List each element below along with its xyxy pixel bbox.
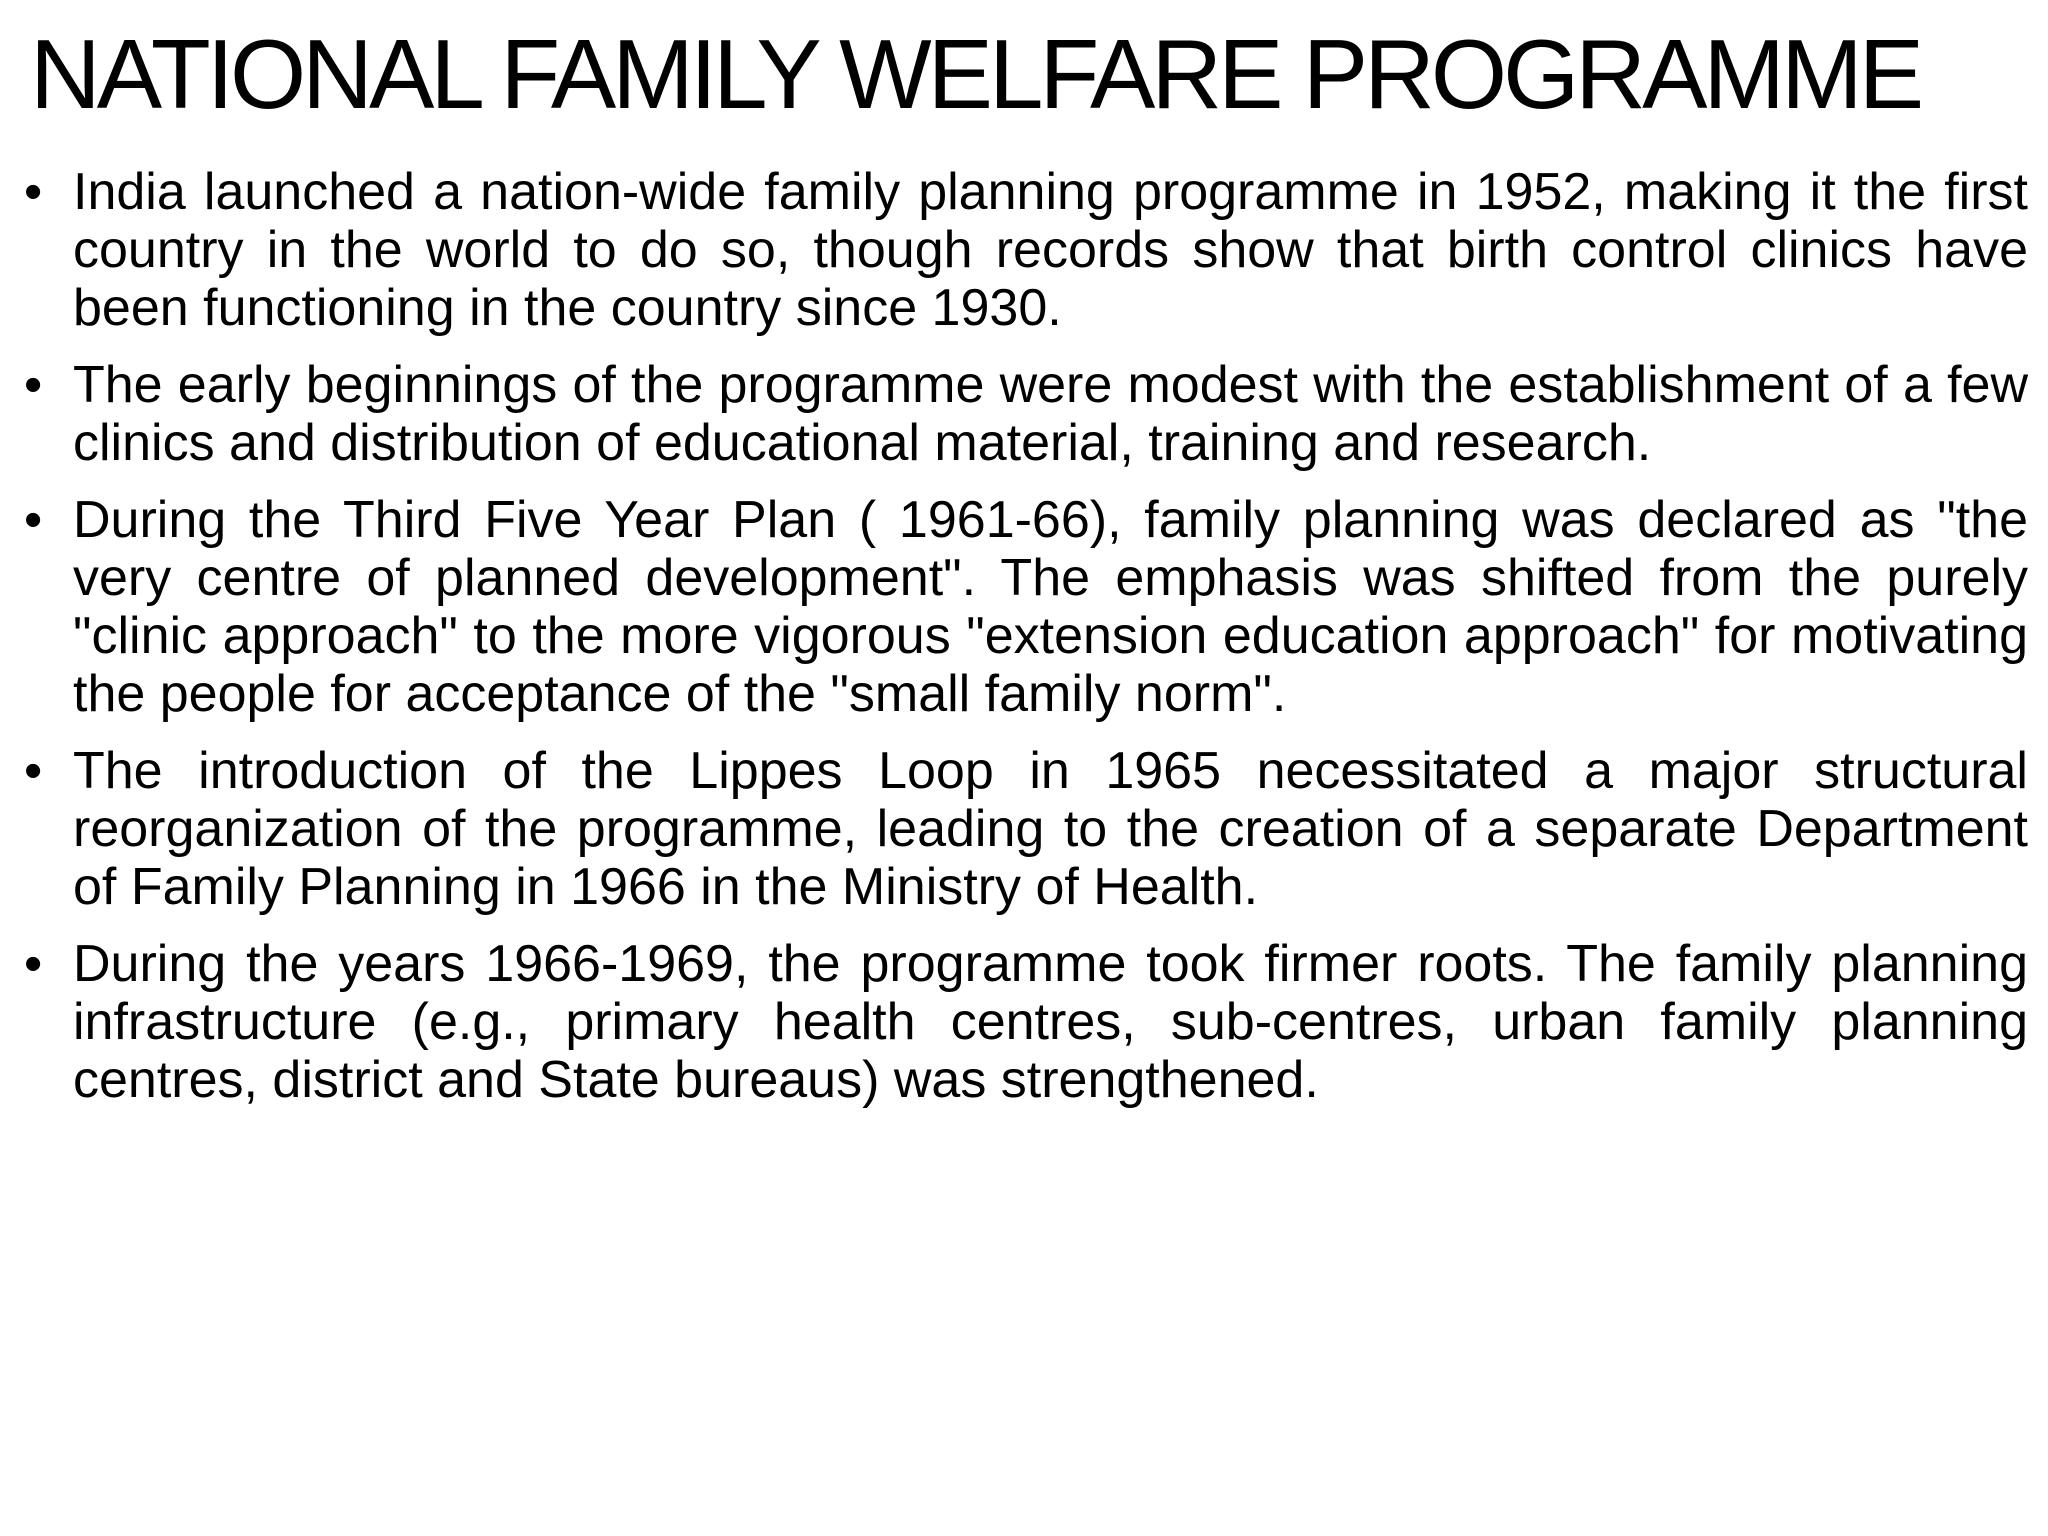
bullet-icon: •: [24, 491, 43, 549]
bullet-text: During the Third Five Year Plan ( 1961-66), family planning was declared as "the very centre of planned development". The emphasis was shifted from the purely "clinic approach" to the more vigorous "extension education approach" for motivating the people for acceptance of the "small family norm".: [73, 491, 2028, 723]
bullet-icon: •: [24, 935, 43, 993]
bullet-text: During the years 1966-1969, the programme took firmer roots. The family planning infrastructure (e.g., primary health centres, sub-centres, urban family planning centres, district and State bureaus) was strengthened.: [73, 935, 2028, 1109]
slide-title: NATIONAL FAMILY WELFARE PROGRAMME: [30, 19, 1921, 129]
bullet-list: [0, 163, 2048, 1128]
bullet-text: The introduction of the Lippes Loop in 1965 necessitated a major structural reorganization of the programme, leading to the creation of a separate Department of Family Planning in 1966 in the Ministry of Health.: [73, 742, 2028, 916]
bullet-item: [0, 742, 2048, 916]
bullet-icon: •: [24, 163, 43, 221]
bullet-item: [0, 935, 2048, 1109]
bullet-icon: •: [24, 742, 43, 800]
bullet-text: The early beginnings of the programme were modest with the establishment of a few clinics and distribution of educational material, training and research.: [73, 356, 2028, 472]
bullet-item: [0, 356, 2048, 472]
bullet-icon: •: [24, 356, 43, 414]
bullet-item: [0, 163, 2048, 337]
bullet-item: [0, 491, 2048, 723]
bullet-text: India launched a nation-wide family planning programme in 1952, making it the first country in the world to do so, though records show that birth control clinics have been functioning in the country since 1930.: [73, 163, 2028, 337]
